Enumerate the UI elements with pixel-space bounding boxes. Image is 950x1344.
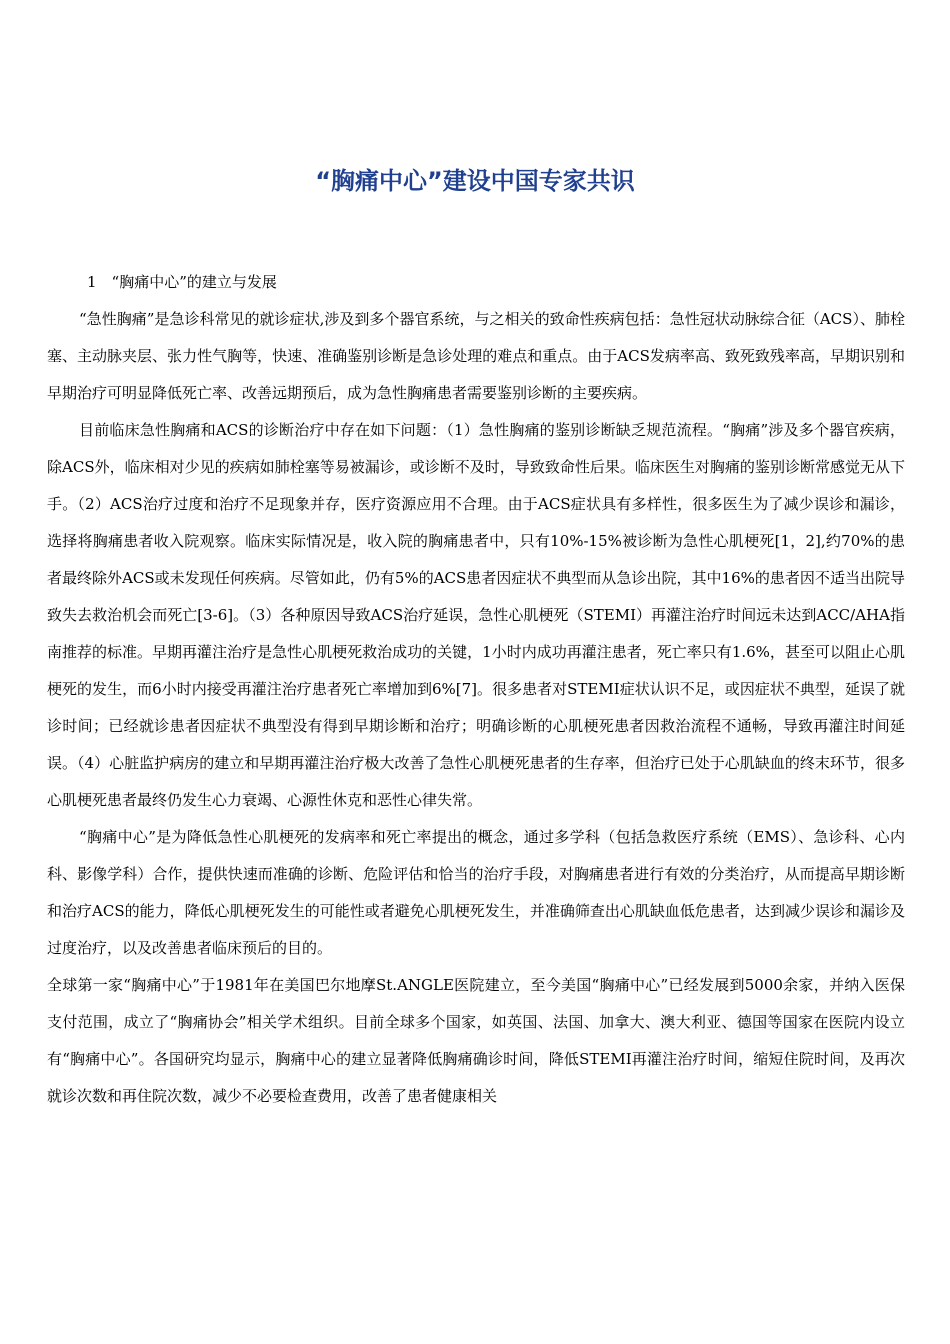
page-title: “胸痛中心”建设中国专家共识 — [315, 167, 635, 195]
paragraph-chest-pain-center-concept: “胸痛中心”是为降低急性心肌梗死的发病率和死亡率提出的概念，通过多学科（包括急救医疗系统（EMS）、急诊科、心内科、影像学科）合作，提供快速而准确的诊断、危险评估和恰当的治疗手段，对胸痛患者进行有效的分类治疗，从而提高早期诊断和治疗ACS的能力，降低心肌梗死发生的可能性或者避免心肌梗死发生，并准确筛查出心肌缺血低危患者，达到减少误诊和漏诊及过度治疗，以及改善患者临床预后的目的。 — [47, 828, 905, 957]
paragraph-current-problems: 目前临床急性胸痛和ACS的诊断治疗中存在如下问题：（1）急性胸痛的鉴别诊断缺乏规范流程。“胸痛”涉及多个器官疾病，除ACS外，临床相对少见的疾病如肺栓塞等易被漏诊，或诊断不及时，导致致命性后果。临床医生对胸痛的鉴别诊断常感觉无从下手。（2）ACS治疗过度和治疗不足现象并存，医疗资源应用不合理。由于ACS症状具有多样性，很多医生为了减少误诊和漏诊，选择将胸痛患者收入院观察。临床实际情况是，收入院的胸痛患者中，只有10%-15%被诊断为急性心肌梗死[1，2],约70%的患者最终除外ACS或未发现任何疾病。尽管如此，仍有5%的ACS患者因症状不典型而从急诊出院，其中16%的患者因不适当出院导致失去救治机会而死亡[3-6]。（3）各种原因导致ACS治疗延误，急性心肌梗死（STEMI）再灌注治疗时间远未达到ACC/AHA指南推荐的标准。早期再灌注治疗是急性心肌梗死救治成功的关键，1小时内成功再灌注患者，死亡率只有1.6%，甚至可以阻止心肌梗死的发生，而6小时内接受再灌注治疗患者死亡率增加到6%[7]。很多患者对STEMI症状认识不足，或因症状不典型，延误了就诊时间；已经就诊患者因症状不典型没有得到早期诊断和治疗；明确诊断的心肌梗死患者因救治流程不通畅，导致再灌注时间延误。（4）心脏监护病房的建立和早期再灌注治疗极大改善了急性心肌梗死患者的生存率，但治疗已处于心肌缺血的终末环节，很多心肌梗死患者最终仍发生心力衰竭、心源性休克和恶性心律失常。 — [47, 421, 905, 809]
document-body — [47, 264, 905, 1115]
paragraph-global-history: 全球第一家“胸痛中心”于1981年在美国巴尔地摩St.ANGLE医院建立，至今美国“胸痛中心”已经发展到5000余家，并纳入医保支付范围，成立了“胸痛协会”相关学术组织。目前全球多个国家，如英国、法国、加拿大、澳大利亚、德国等国家在医院内设立有“胸痛中心”。各国研究均显示，胸痛中心的建立显著降低胸痛确诊时间，降低STEMI再灌注治疗时间，缩短住院时间，及再次就诊次数和再住院次数，减少不必要检查费用，改善了患者健康相关 — [47, 976, 905, 1105]
paragraph-acute-chest-pain: “急性胸痛”是急诊科常见的就诊症状,涉及到多个器官系统，与之相关的致命性疾病包括：急性冠状动脉综合征（ACS）、肺栓塞、主动脉夹层、张力性气胸等，快速、准确鉴别诊断是急诊处理的难点和重点。由于ACS发病率高、致死致残率高，早期识别和早期治疗可明显降低死亡率、改善远期预后，成为急性胸痛患者需要鉴别诊断的主要疾病。 — [47, 310, 905, 402]
section-heading: 1 “胸痛中心”的建立与发展 — [87, 273, 277, 291]
